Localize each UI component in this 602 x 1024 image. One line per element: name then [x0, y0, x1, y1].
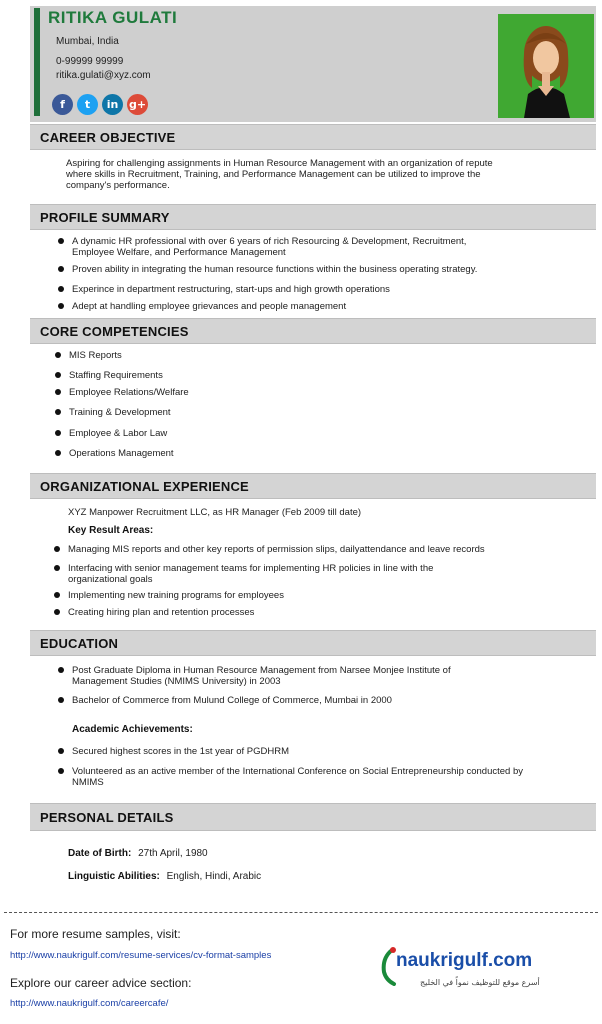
list-item — [55, 448, 174, 459]
list-item — [58, 665, 451, 687]
list-item — [55, 428, 167, 439]
list-item-label: Employee & Labor Law — [69, 428, 168, 439]
list-item — [54, 563, 433, 585]
list-item — [58, 746, 289, 757]
section-title: EDUCATION — [40, 636, 119, 651]
dob-row — [68, 848, 568, 859]
facebook-icon[interactable]: f — [52, 94, 73, 115]
phone-text: 0-99999 99999 — [56, 56, 124, 67]
list-item-line: Experince in department restructuring, start-ups and high growth operations — [72, 284, 390, 295]
samples-text: For more resume samples, visit: — [10, 927, 181, 941]
list-item-label: MIS Reports — [69, 350, 122, 361]
section-title: PERSONAL DETAILS — [40, 810, 174, 825]
objective-line: Aspiring for challenging assignments in Human Resource Management with an organization of repute — [66, 158, 493, 169]
list-item-line: Creating hiring plan and retention processes — [68, 607, 255, 618]
list-item-label: Employee Relations/Welfare — [69, 387, 189, 398]
list-item — [58, 766, 523, 788]
section-title: CAREER OBJECTIVE — [40, 130, 176, 145]
role-text: XYZ Manpower Recruitment LLC, as HR Manager (Feb 2009 till date) — [68, 507, 362, 518]
list-item-label: Staffing Requirements — [69, 370, 163, 381]
list-item — [58, 264, 477, 275]
list-item — [54, 607, 254, 618]
list-item — [55, 387, 189, 398]
social-links — [52, 94, 148, 115]
advice-link[interactable]: http://www.naukrigulf.com/careercafe/ — [10, 998, 169, 1009]
languages-label: Linguistic Abilities: — [68, 871, 160, 882]
list-item — [55, 350, 122, 361]
section-title: PROFILE SUMMARY — [40, 210, 170, 225]
list-item-label: Training & Development — [69, 407, 171, 418]
linkedin-icon[interactable]: in — [102, 94, 123, 115]
googleplus-icon[interactable]: g+ — [127, 94, 148, 115]
section-core-competencies — [30, 318, 596, 344]
dob-label: Date of Birth: — [68, 848, 132, 859]
list-item-line: Managing MIS reports and other key reports of permission slips, dailyattendance and leave records — [68, 544, 485, 555]
list-item-line: Employee Welfare, and Performance Management — [72, 247, 286, 258]
list-item-line: Volunteered as an active member of the International Conference on Social Entrepreneurship conducted by — [72, 766, 524, 777]
dob-value: 27th April, 1980 — [138, 848, 208, 859]
list-item-line: Proven ability in integrating the human resource functions within the business operating strategy. — [72, 264, 478, 275]
list-item-line: Management Studies (NMIMS University) in 2003 — [72, 676, 281, 687]
list-item-line: A dynamic HR professional with over 6 years of rich Resourcing & Development, Recruitment, — [72, 236, 467, 247]
list-item-line: Implementing new training programs for employees — [68, 590, 284, 601]
list-item-line: NMIMS — [72, 777, 104, 788]
candidate-name: RITIKA GULATI — [48, 8, 178, 27]
list-item — [58, 301, 346, 312]
list-item — [58, 284, 390, 295]
list-item-line: Adept at handling employee grievances and people management — [72, 301, 347, 312]
objective-text — [66, 158, 566, 191]
list-item — [55, 407, 171, 418]
objective-line: company's performance. — [66, 180, 170, 191]
list-item-line: Bachelor of Commerce from Mulund College of Commerce, Mumbai in 2000 — [72, 695, 392, 706]
header-accent-bar — [34, 8, 40, 116]
list-item — [58, 236, 466, 258]
location-text: Mumbai, India — [56, 36, 119, 47]
naukrigulf-logo[interactable] — [380, 944, 540, 1000]
logo-wordmark: naukrigulf.com — [396, 950, 533, 971]
samples-link[interactable]: http://www.naukrigulf.com/resume-services/cv-format-samples — [10, 950, 272, 961]
logo-tagline: أسرع موقع للتوظيف نمواً في الخليج — [420, 978, 540, 987]
kra-label: Key Result Areas: — [68, 525, 154, 536]
list-item — [54, 544, 485, 555]
objective-line: where skills in Recruitment, Training, and Performance Management can be utilized to improve the — [66, 169, 481, 180]
list-item-line: Interfacing with senior management teams for implementing HR policies in line with the — [68, 563, 434, 574]
list-item-label: Operations Management — [69, 448, 174, 459]
list-item-line: Post Graduate Diploma in Human Resource Management from Narsee Monjee Institute of — [72, 665, 451, 676]
section-experience — [30, 473, 596, 499]
footer-divider — [4, 912, 598, 913]
twitter-icon[interactable]: t — [77, 94, 98, 115]
section-personal-details — [30, 803, 596, 831]
list-item — [58, 695, 392, 706]
achievements-label: Academic Achievements: — [72, 724, 193, 735]
section-education — [30, 630, 596, 656]
list-item-line: Secured highest scores in the 1st year of PGDHRM — [72, 746, 290, 757]
section-profile-summary — [30, 204, 596, 230]
section-title: ORGANIZATIONAL EXPERIENCE — [40, 479, 249, 494]
languages-row — [68, 871, 568, 882]
section-title: CORE COMPETENCIES — [40, 324, 189, 339]
languages-value: English, Hindi, Arabic — [166, 871, 262, 882]
list-item-line: organizational goals — [68, 574, 153, 585]
email-text: ritika.gulati@xyz.com — [56, 70, 151, 81]
list-item — [55, 370, 163, 381]
section-career-objective — [30, 124, 596, 150]
advice-text: Explore our career advice section: — [10, 976, 192, 990]
list-item — [54, 590, 284, 601]
profile-photo — [498, 14, 594, 118]
